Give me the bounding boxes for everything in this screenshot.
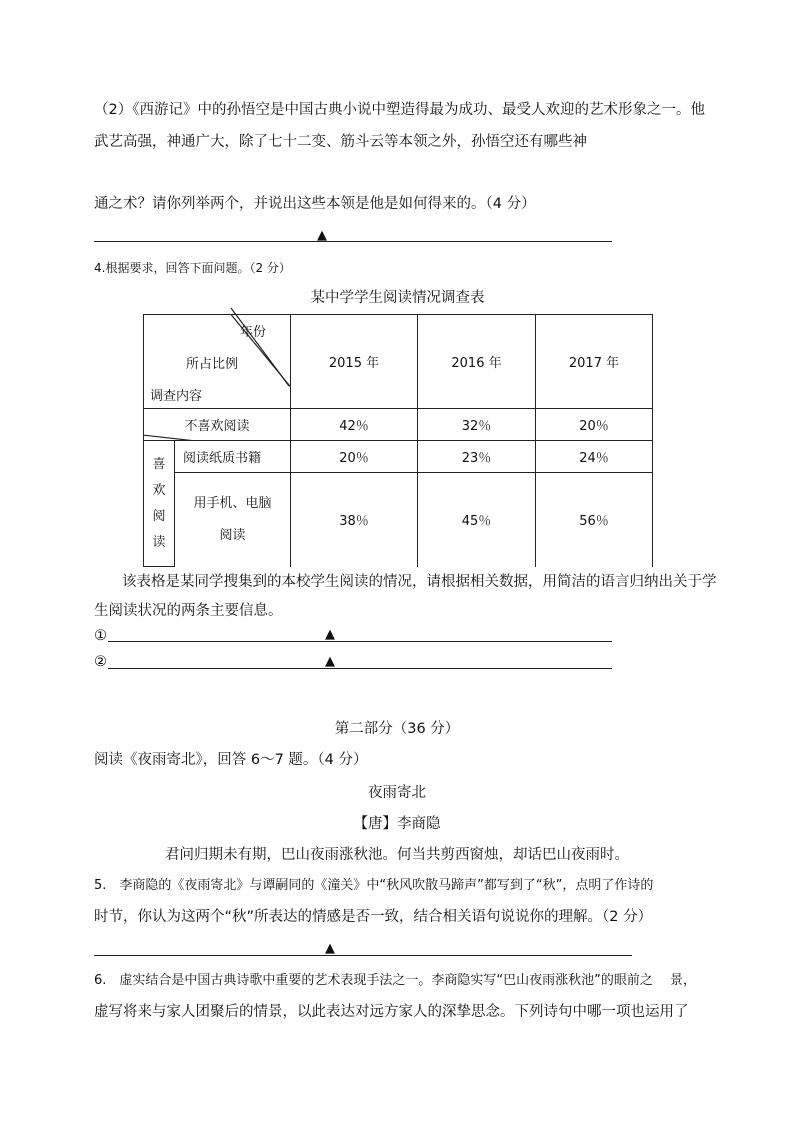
q5-answer-marker: ▲ bbox=[325, 941, 335, 956]
q5-line-1: 5. 李商隐的《夜雨寄北》与谭嗣同的《潼关》中“秋风吹散马蹄声”都写到了“秋”，点明了作诗的 bbox=[94, 878, 654, 893]
survey-table bbox=[143, 314, 653, 567]
part2-intro: 阅读《夜雨寄北》，回答 6～7 题。（4 分） bbox=[94, 752, 368, 768]
header-year-2015: 2015 年 bbox=[291, 315, 418, 409]
q2-answer-marker: ▲ bbox=[317, 228, 327, 243]
poem-title: 夜雨寄北 bbox=[368, 785, 426, 801]
like-group-cell bbox=[144, 441, 175, 567]
cell-paper-2015: 20％ bbox=[291, 441, 418, 473]
cell-device-2015: 38％ bbox=[291, 473, 418, 567]
header-year-label: 年份 bbox=[239, 325, 266, 340]
blank-2-number: ② bbox=[94, 654, 107, 670]
q2-line-1: （2）《西游记》中的孙悟空是中国古典小说中塑造得最为成功、最受人欢迎的艺术形象之一。他 bbox=[94, 102, 705, 118]
cell-dislike-2017: 20％ bbox=[536, 409, 653, 441]
blank-1-marker: ▲ bbox=[325, 627, 335, 642]
q4-instruction-line-2: 生阅读状况的两条主要信息。 bbox=[94, 603, 283, 619]
cell-paper-2016: 23％ bbox=[418, 441, 536, 473]
header-year-2017: 2017 年 bbox=[536, 315, 653, 409]
q2-line-2: 武艺高强，神通广大，除了七十二变、筋斗云等本领之外，孙悟空还有哪些神 bbox=[94, 134, 587, 150]
table-title: 某中学学生阅读情况调查表 bbox=[310, 290, 485, 306]
poem-text: 君问归期未有期，巴山夜雨涨秋池。何当共剪西窗烛，却话巴山夜雨时。 bbox=[165, 847, 629, 863]
q5-answer-line[interactable] bbox=[94, 955, 632, 956]
poem-author: 【唐】李商隐 bbox=[353, 816, 441, 832]
row-device bbox=[144, 473, 653, 567]
row-paper-label: 阅读纸质书籍 bbox=[175, 441, 291, 473]
blank-2-line[interactable] bbox=[108, 668, 612, 669]
like-char-1: 喜 bbox=[152, 456, 166, 472]
blank-2-marker: ▲ bbox=[325, 654, 335, 669]
like-char-3: 阅 bbox=[152, 508, 166, 524]
like-char-2: 欢 bbox=[152, 482, 166, 498]
q5-line-2: 时节，你认为这两个“秋”所表达的情感是否一致，结合相关语句说说你的理解。（2 分） bbox=[94, 909, 653, 925]
like-char-4: 读 bbox=[152, 534, 166, 550]
blank-1-number: ① bbox=[94, 628, 107, 644]
row-dislike-label: 不喜欢阅读 bbox=[184, 419, 250, 434]
blank-1-line[interactable] bbox=[108, 641, 612, 642]
row-device-label-cell bbox=[175, 473, 291, 567]
header-year-2016: 2016 年 bbox=[418, 315, 536, 409]
q6-line-2: 虚写将来与家人团聚后的情景，以此表达对远方家人的深挚思念。下列诗句中哪一项也运用了 bbox=[94, 1004, 689, 1020]
q2-line-3: 通之术？请你列举两个，并说出这些本领是他是如何得来的。（4 分） bbox=[94, 196, 536, 212]
table-header-row bbox=[144, 315, 653, 409]
q4-prompt: 4.根据要求，回答下面问题。（2 分） bbox=[94, 261, 291, 275]
cell-paper-2017: 24％ bbox=[536, 441, 653, 473]
row-dislike-diagonal bbox=[144, 409, 290, 440]
header-corner-cell bbox=[144, 315, 291, 409]
q4-instruction-line-1: 该表格是某同学搜集到的本校学生阅读的情况，请根据相关数据，用简洁的语言归纳出关于学 bbox=[122, 574, 717, 590]
row-dislike bbox=[144, 409, 653, 441]
row-device-label-2: 阅读 bbox=[219, 527, 246, 543]
row-device-label-1: 用手机、电脑 bbox=[193, 495, 272, 511]
part2-heading: 第二部分（36 分） bbox=[334, 721, 460, 737]
cell-dislike-2016: 32％ bbox=[418, 409, 536, 441]
row-dislike-label-cell bbox=[144, 409, 291, 441]
q2-answer-line[interactable] bbox=[94, 241, 612, 242]
cell-device-2016: 45％ bbox=[418, 473, 536, 567]
header-ratio-label: 所占比例 bbox=[186, 357, 239, 372]
cell-dislike-2015: 42％ bbox=[291, 409, 418, 441]
header-content-label: 调查内容 bbox=[150, 389, 203, 404]
q6-line-1: 6. 虚实结合是中国古典诗歌中重要的艺术表现手法之一。李商隐实写“巴山夜雨涨秋池”的眼前之 景， bbox=[94, 973, 697, 988]
cell-device-2017: 56％ bbox=[536, 473, 653, 567]
row-paper bbox=[144, 441, 653, 473]
